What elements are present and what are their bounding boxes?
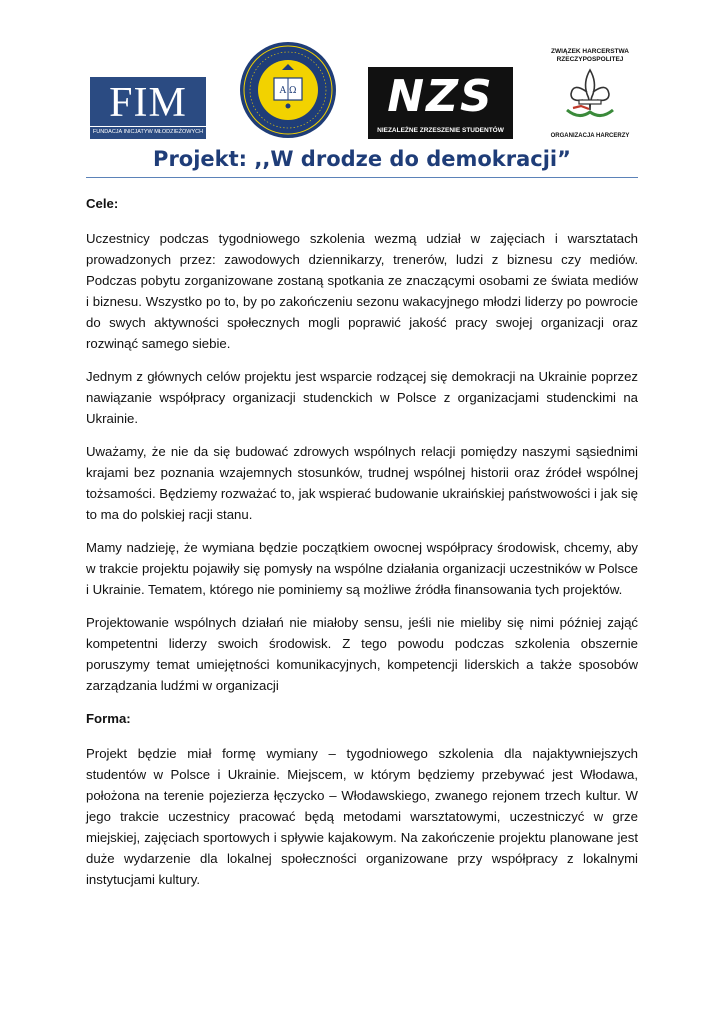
- nzs-logo-subtitle: NIEZALEŻNE ZRZESZENIE STUDENTÓW: [377, 127, 504, 134]
- fim-logo: [90, 77, 206, 139]
- zhr-laurel: [567, 110, 613, 116]
- seal-dot: [286, 104, 291, 109]
- zhr-lily-band: [579, 100, 601, 104]
- logos-row: [0, 0, 724, 145]
- cele-paragraph-4: Mamy nadzieję, że wymiana będzie początkiem owocnej współpracy środowisk, chcemy, aby w trakcie projektu pojawiły się pomysły na wspólne działania organizacji uczestników w Polsce i Ukrainie. Tematem, którego nie pominiemy są możliwe źródła finansowania tych projektów.: [86, 540, 638, 597]
- zhr-logo: [545, 48, 635, 140]
- zhr-lily-left: [571, 87, 587, 100]
- cele-paragraph-3: Uważamy, że nie da się budować zdrowych wspólnych relacji pomiędzy naszymi sąsiednimi krajami bez poznania wzajemnych stosunków, trudnej wspólnej historii oraz źródeł wspólnej tożsamości. Będziemy rozważać to, jak wspierać budowanie ukraińskiej państwowości i jak się to ma do polskiej racji stanu.: [86, 444, 638, 522]
- zhr-top-line-1: ZWIĄZEK HARCERSTWA: [551, 48, 629, 55]
- seal-center-text: Α Ω: [279, 86, 297, 96]
- forma-heading: Forma:: [86, 711, 131, 726]
- zhr-logo-bottom-text: ORGANIZACJA HARCERZY: [550, 133, 630, 139]
- zhr-ribbon: [573, 106, 589, 109]
- page-title: Projekt: ,,W drodze do demokracji”: [153, 147, 571, 171]
- zhr-top-line-2: RZECZYPOSPOLITEJ: [556, 56, 624, 63]
- cele-paragraph-1: Uczestnicy podczas tygodniowego szkolenia wezmą udział w zajęciach i warsztatach prowadzonych przez: zawodowych dziennikarzy, trenerów, ludzi z biznesu czy mediów. Podczas pobytu zorganizowane zostaną spotkania ze znaczącymi osobami ze świata mediów i biznesu. Wszystko po to, by po zakończeniu sezonu wakacyjnego młodzi liderzy po powrocie do swych aktywności społecznych mogli poprawić jakość pracy swojej organizacji oraz rozwinąć samego siebie.: [86, 231, 638, 351]
- university-seal-logo: [238, 40, 338, 140]
- zhr-logo-top-text: [545, 48, 635, 64]
- nzs-logo-letters: NZS: [387, 71, 494, 122]
- cele-heading: Cele:: [86, 196, 119, 211]
- fim-logo-letters: FIM: [109, 80, 187, 126]
- cele-paragraph-5: Projektowanie wspólnych działań nie miałoby sensu, jeśli nie mieliby się nimi później zająć kompetentni liderzy swoich środowisk. Z tego powodu podczas szkolenia obszernie poruszymy temat umiejętności komunikacyjnych, kompetencji liderskich a także sposobów zarządzania ludźmi w organizacji: [86, 615, 638, 693]
- fleur-de-lis-icon: [559, 64, 621, 124]
- title-divider: [86, 177, 638, 178]
- nzs-logo: [368, 67, 513, 139]
- cele-paragraph-2: Jednym z głównych celów projektu jest wsparcie rodzącej się demokracji na Ukrainie poprzez nawiązanie współpracy organizacji studenckich w Polsce z organizacjami studenckimi na Ukrainie.: [86, 369, 638, 426]
- forma-paragraph-1: Projekt będzie miał formę wymiany – tygodniowego szkolenia dla najaktywniejszych studentów w Polsce i Ukrainie. Miejscem, w którym będziemy przebywać jest Włodawa, położona na terenie pojezierza łęczycko – Włodawskiego, zwanego rejonem trzech kultur. W jego trakcie uczestnicy pracować będą metodami warsztatowymi, uczestniczyć w grze miejskiej, zajęciach sportowych i spływie kajakowym. Na zakończenie projektu planowane jest duże wydarzenie dla lokalnej społeczności organizowane przy współpracy z lokalnymi instytucjami kultury.: [86, 746, 638, 887]
- zhr-lily-right: [593, 87, 609, 100]
- document-body: [86, 193, 638, 902]
- fim-logo-subtitle: FUNDACJA INICJATYW MŁODZIEŻOWYCH: [90, 126, 206, 137]
